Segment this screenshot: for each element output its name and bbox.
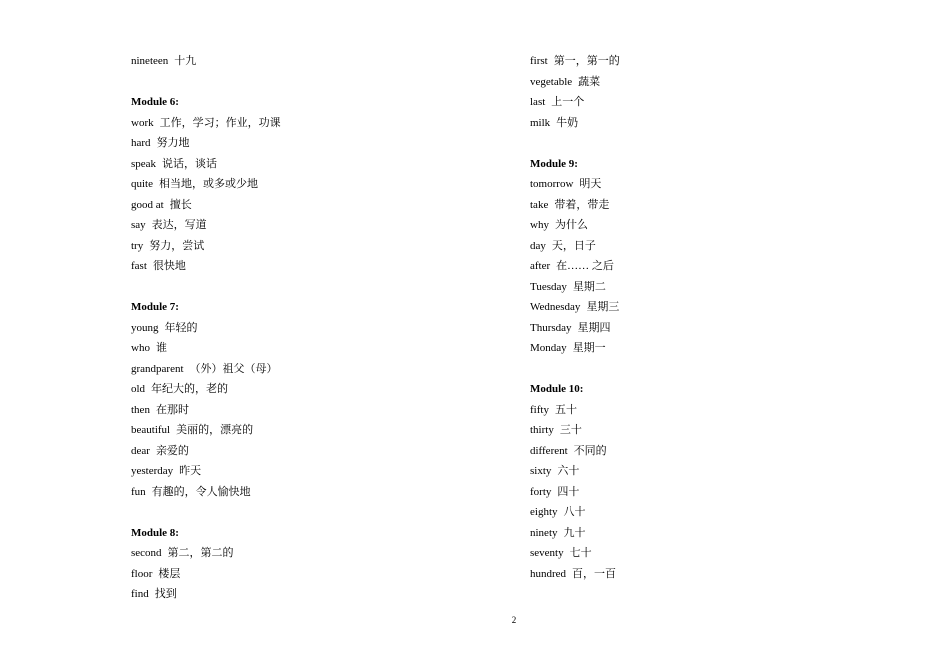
vocabulary-entry xyxy=(530,543,860,564)
entry-word: sixty xyxy=(530,465,552,477)
vocabulary-entry xyxy=(131,461,461,482)
vocabulary-entry xyxy=(131,441,461,462)
entry-meaning: 牛奶 xyxy=(556,116,579,129)
entry-word: say xyxy=(131,219,146,231)
entry-word: grandparent xyxy=(131,362,184,375)
entry-meaning: 楼层 xyxy=(158,567,181,580)
blank-line xyxy=(131,277,461,298)
vocabulary-entry xyxy=(530,297,860,318)
entry-meaning: 上一个 xyxy=(551,96,585,108)
vocabulary-entry xyxy=(530,420,860,441)
entry-meaning: 擅长 xyxy=(169,198,192,211)
vocabulary-entry xyxy=(131,359,461,380)
entry-word: Wednesday xyxy=(530,301,581,313)
entry-meaning: 天，日子 xyxy=(551,239,596,252)
blank-line xyxy=(530,133,860,154)
page-number: 2 xyxy=(511,615,517,625)
entry-word: first xyxy=(530,55,548,67)
vocabulary-entry xyxy=(530,174,860,195)
vocabulary-entry xyxy=(131,236,461,257)
vocabulary-entry xyxy=(530,277,860,298)
entry-meaning: 星期一 xyxy=(572,342,606,354)
entry-word: Monday xyxy=(530,342,567,354)
entry-word: quite xyxy=(131,178,153,190)
vocabulary-entry xyxy=(530,113,860,134)
vocabulary-entry xyxy=(131,543,461,564)
entry-word: work xyxy=(131,116,154,129)
entry-word: beautiful xyxy=(131,424,171,436)
entry-word: after xyxy=(530,260,551,272)
entry-meaning: 星期四 xyxy=(577,321,611,334)
vocabulary-entry xyxy=(131,318,461,339)
vocabulary-entry xyxy=(530,482,860,503)
entry-word: dear xyxy=(131,444,150,457)
entry-word: then xyxy=(131,403,150,416)
entry-meaning: 昨天 xyxy=(179,465,202,477)
vocabulary-entry xyxy=(131,154,461,175)
entry-word: day xyxy=(530,239,546,252)
entry-word: who xyxy=(131,342,150,354)
entry-word: take xyxy=(530,198,549,211)
vocabulary-entry xyxy=(530,215,860,236)
vocabulary-entry xyxy=(530,236,860,257)
vocabulary-entry xyxy=(131,174,461,195)
blank-line xyxy=(131,72,461,93)
vocabulary-entry xyxy=(530,441,860,462)
entry-word: fast xyxy=(131,260,147,272)
entry-meaning: 工作，学习；作业，功课 xyxy=(159,116,281,129)
vocabulary-entry xyxy=(530,318,860,339)
entry-meaning: 星期三 xyxy=(586,301,620,313)
entry-word: Thursday xyxy=(530,321,572,334)
entry-word: hard xyxy=(131,137,151,149)
module-heading: Module 6: xyxy=(131,96,179,108)
vocabulary-entry xyxy=(530,92,860,113)
vocabulary-entry xyxy=(530,256,860,277)
entry-word: vegetable xyxy=(530,75,573,88)
entry-word: good at xyxy=(131,198,164,211)
entry-word: Tuesday xyxy=(530,280,567,293)
entry-meaning: 明天 xyxy=(579,178,602,190)
entry-word: try xyxy=(131,239,144,252)
entry-meaning: 百，一百 xyxy=(572,567,617,580)
vocabulary-entry xyxy=(131,564,461,585)
entry-word: floor xyxy=(131,567,153,580)
entry-meaning: 第一，第一的 xyxy=(553,55,620,67)
entry-word: second xyxy=(131,547,162,559)
module-heading: Module 9: xyxy=(530,157,578,170)
entry-meaning: 八十 xyxy=(563,506,586,518)
vocabulary-entry xyxy=(530,523,860,544)
entry-meaning: 在那时 xyxy=(155,403,189,416)
blank-line xyxy=(530,359,860,380)
entry-meaning: 为什么 xyxy=(554,219,588,231)
vocabulary-column-left xyxy=(131,51,461,605)
vocabulary-entry xyxy=(131,379,461,400)
vocabulary-entry xyxy=(131,584,461,605)
vocabulary-entry xyxy=(530,338,860,359)
vocabulary-entry xyxy=(131,338,461,359)
entry-meaning: 年轻的 xyxy=(164,321,198,334)
entry-word: ninety xyxy=(530,526,558,539)
entry-meaning: 年纪大的，老的 xyxy=(151,383,229,395)
entry-word: eighty xyxy=(530,506,558,518)
entry-word: seventy xyxy=(530,547,564,559)
entry-meaning: 星期二 xyxy=(572,280,606,293)
entry-meaning: 谁 xyxy=(155,342,167,354)
vocabulary-column-right xyxy=(530,51,860,584)
entry-meaning: 六十 xyxy=(557,465,580,477)
entry-word: speak xyxy=(131,157,157,170)
entry-word: thirty xyxy=(530,424,554,436)
entry-word: find xyxy=(131,588,149,600)
vocabulary-entry xyxy=(131,256,461,277)
vocabulary-entry xyxy=(530,51,860,72)
entry-word: milk xyxy=(530,116,551,129)
vocabulary-entry xyxy=(530,564,860,585)
entry-word: young xyxy=(131,321,159,334)
entry-meaning: 带着，带走 xyxy=(554,198,610,211)
entry-word: nineteen xyxy=(131,55,169,67)
vocabulary-entry xyxy=(131,195,461,216)
entry-meaning: 努力，尝试 xyxy=(149,239,205,252)
entry-meaning: 亲爱的 xyxy=(155,444,189,457)
entry-meaning: 四十 xyxy=(557,485,580,498)
entry-word: different xyxy=(530,444,568,457)
entry-meaning: 美丽的，漂亮的 xyxy=(176,424,254,436)
vocabulary-entry xyxy=(131,400,461,421)
vocabulary-entry xyxy=(131,51,461,72)
entry-meaning: 表达，写道 xyxy=(151,219,207,231)
entry-meaning: 找到 xyxy=(154,588,177,600)
entry-meaning: 十九 xyxy=(174,55,197,67)
entry-meaning: 九十 xyxy=(563,526,586,539)
module-heading: Module 7: xyxy=(131,301,179,313)
entry-meaning: 第二，第二的 xyxy=(167,547,234,559)
entry-word: tomorrow xyxy=(530,178,574,190)
vocabulary-entry xyxy=(131,215,461,236)
entry-meaning: 蔬菜 xyxy=(578,75,601,88)
entry-word: fifty xyxy=(530,403,549,416)
entry-meaning: 七十 xyxy=(569,547,592,559)
entry-word: old xyxy=(131,383,146,395)
entry-meaning: 很快地 xyxy=(152,260,186,272)
entry-meaning: 相当地，或多或少地 xyxy=(159,178,258,190)
vocabulary-entry xyxy=(530,502,860,523)
vocabulary-entry xyxy=(530,195,860,216)
entry-word: yesterday xyxy=(131,465,174,477)
vocabulary-entry xyxy=(530,400,860,421)
module-heading: Module 10: xyxy=(530,383,584,395)
entry-meaning: 不同的 xyxy=(573,444,607,457)
entry-meaning: 有趣的，令人愉快地 xyxy=(151,485,251,498)
blank-line xyxy=(131,502,461,523)
vocabulary-entry xyxy=(530,461,860,482)
entry-meaning: 努力地 xyxy=(156,137,190,149)
entry-meaning: （外）祖父（母） xyxy=(189,362,278,375)
entry-word: last xyxy=(530,96,546,108)
entry-word: fun xyxy=(131,485,146,498)
vocabulary-entry xyxy=(131,482,461,503)
module-heading: Module 8: xyxy=(131,526,179,539)
entry-meaning: 在…… 之后 xyxy=(556,260,614,272)
vocabulary-entry xyxy=(131,420,461,441)
vocabulary-entry xyxy=(530,72,860,93)
entry-meaning: 五十 xyxy=(554,403,577,416)
entry-word: hundred xyxy=(530,567,567,580)
entry-word: why xyxy=(530,219,549,231)
entry-meaning: 三十 xyxy=(559,424,582,436)
entry-word: forty xyxy=(530,485,552,498)
entry-meaning: 说话，谈话 xyxy=(162,157,218,170)
vocabulary-entry xyxy=(131,113,461,134)
vocabulary-entry xyxy=(131,133,461,154)
